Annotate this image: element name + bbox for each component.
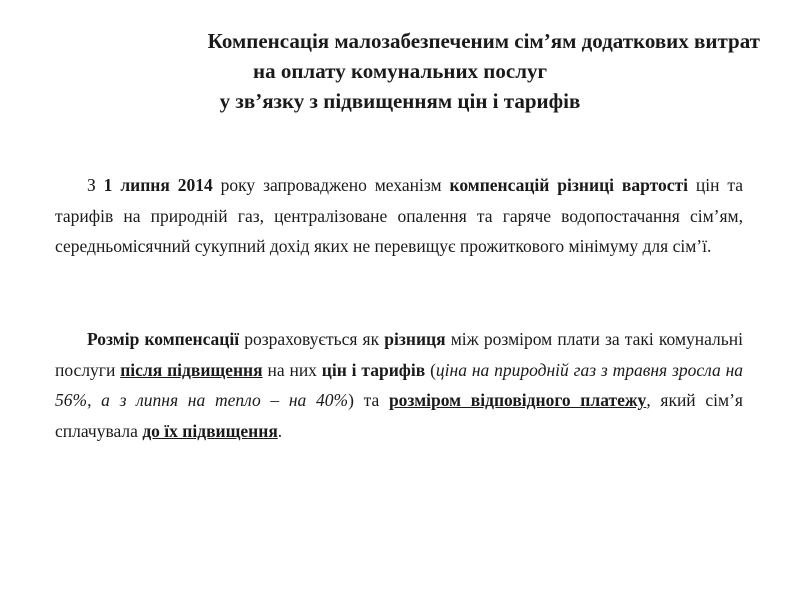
p2-payment-term: розміром відповідного платежу xyxy=(388,390,647,410)
p1-compensation-term: компенсацій різниці вартості xyxy=(449,175,688,195)
p2-difference-term: різниця xyxy=(384,329,446,349)
title-line-1: Компенсація малозабезпеченим сім’ям додаткових витрат xyxy=(207,29,760,53)
p2-text-5: ) та xyxy=(348,390,389,410)
p2-text-1: розраховується як xyxy=(239,329,385,349)
p2-price-note: ціна на природній газ з травня зросла на 56%, а з липня на тепло – на 40% xyxy=(55,359,744,410)
p2-before-increase: до їх підвищення xyxy=(142,420,278,441)
p2-text-6: , який сім’я сплачувала xyxy=(55,390,743,441)
title-line-3: у зв’язку з підвищенням цін і тарифів xyxy=(219,89,581,113)
paragraph-amount xyxy=(55,324,743,446)
p1-text-3: цін та тарифів на природній газ, централізоване опалення та гаряче водопостачання сім’ям, середньомісячний сукупний дохід яких не перевищує прожиткового мінімуму для сім’ї. xyxy=(55,175,743,256)
title-line-2: на оплату комунальних послуг xyxy=(252,59,548,83)
p1-text-2: року запроваджено механізм xyxy=(212,175,450,195)
p1-date: 1 липня 2014 xyxy=(103,175,213,195)
p2-prices-tariffs: цін і тарифів xyxy=(321,359,426,380)
p2-amount-term: Розмір компенсації xyxy=(87,329,240,349)
p2-text-4: ( xyxy=(425,359,436,380)
p2-after-increase: після підвищення xyxy=(120,359,263,380)
paragraph-intro xyxy=(55,170,743,262)
p2-text-2: між розміром плати за такі комунальні послуги xyxy=(55,329,743,380)
page-title xyxy=(40,26,760,116)
p1-text-1: З xyxy=(87,175,104,195)
p2-text-7: . xyxy=(277,420,283,441)
p2-text-3: на них xyxy=(262,359,322,380)
